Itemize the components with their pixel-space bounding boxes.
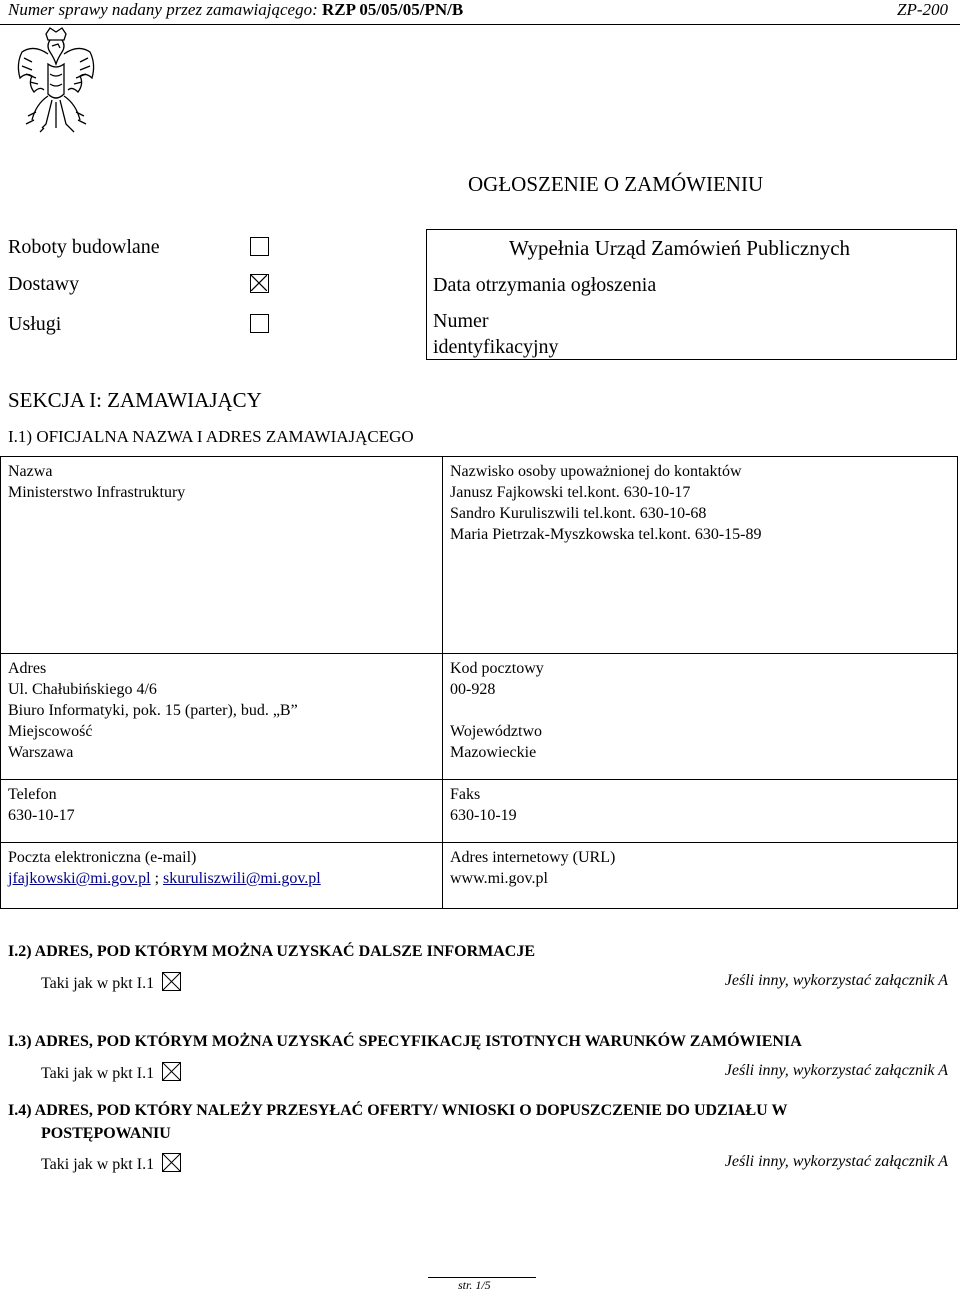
id-number-label-line2: identyfikacyjny bbox=[433, 336, 559, 358]
contracting-authority-table bbox=[0, 456, 958, 909]
name-label: Nazwa bbox=[8, 463, 53, 480]
same-as-i1-checkbox[interactable] bbox=[162, 972, 181, 991]
other-address-note: Jeśli inny, wykorzystać załącznik A bbox=[724, 972, 948, 989]
city-value: Warszawa bbox=[8, 744, 74, 761]
url-cell bbox=[443, 843, 958, 909]
phone-value: 630-10-17 bbox=[8, 807, 75, 824]
identification-number-label bbox=[433, 308, 559, 360]
contact-persons-cell bbox=[443, 457, 958, 654]
polish-eagle-emblem-icon bbox=[12, 24, 100, 134]
section-i4-title-line2: POSTĘPOWANIU bbox=[41, 1125, 171, 1142]
name-cell bbox=[1, 457, 443, 654]
other-address-note: Jeśli inny, wykorzystać załącznik A bbox=[724, 1062, 948, 1079]
page-number: str. 1/5 bbox=[458, 1278, 491, 1292]
checkbox-cross-icon bbox=[251, 275, 267, 291]
address-cell bbox=[1, 654, 443, 780]
form-code: ZP-200 bbox=[897, 0, 948, 19]
postal-code-value: 00-928 bbox=[450, 681, 496, 698]
contact-persons-label: Nazwisko osoby upoważnionej do kontaktów bbox=[450, 463, 742, 480]
notice-title: OGŁOSZENIE O ZAMÓWIENIU bbox=[468, 172, 764, 196]
url-value: www.mi.gov.pl bbox=[450, 870, 548, 887]
other-address-note: Jeśli inny, wykorzystać załącznik A bbox=[724, 1153, 948, 1170]
fax-label: Faks bbox=[450, 786, 481, 803]
section-title: SEKCJA I: ZAMAWIAJĄCY bbox=[8, 388, 262, 412]
same-as-i1-label: Taki jak w pkt I.1 bbox=[41, 1065, 155, 1082]
phone-label: Telefon bbox=[8, 786, 57, 803]
uzp-box-title: Wypełnia Urząd Zamówień Publicznych bbox=[509, 236, 851, 260]
contract-type-label-works: Roboty budowlane bbox=[8, 236, 160, 258]
address-label: Adres bbox=[8, 660, 47, 677]
province-label: Województwo bbox=[450, 723, 543, 740]
email-separator: ; bbox=[150, 870, 164, 887]
services-checkbox[interactable] bbox=[250, 314, 269, 333]
checkbox-cross-icon bbox=[163, 1063, 180, 1080]
same-as-i1-label: Taki jak w pkt I.1 bbox=[41, 975, 155, 992]
section-i3-title: I.3) ADRES, POD KTÓRYM MOŻNA UZYSKAĆ SPECYFIKACJĘ ISTOTNYCH WARUNKÓW ZAMÓWIENIA bbox=[8, 1033, 802, 1050]
receipt-date-label: Data otrzymania ogłoszenia bbox=[433, 274, 657, 296]
city-label: Miejscowość bbox=[8, 723, 93, 740]
contact-person: Sandro Kuruliszwili tel.kont. 630-10-68 bbox=[450, 505, 707, 522]
contact-person: Maria Pietrzak-Myszkowska tel.kont. 630-15-89 bbox=[450, 526, 762, 543]
checkbox-cross-icon bbox=[163, 1154, 180, 1171]
phone-cell bbox=[1, 780, 443, 843]
same-as-i1-option bbox=[41, 972, 181, 993]
supplies-checkbox[interactable] bbox=[250, 274, 269, 293]
same-as-i1-checkbox[interactable] bbox=[162, 1153, 181, 1172]
uzp-office-box bbox=[426, 229, 957, 360]
email-label: Poczta elektroniczna (e-mail) bbox=[8, 849, 197, 866]
case-number-value: RZP 05/05/05/PN/B bbox=[322, 0, 464, 19]
email-link[interactable]: jfajkowski@mi.gov.pl bbox=[8, 870, 151, 887]
postal-code-label: Kod pocztowy bbox=[450, 660, 544, 677]
name-value: Ministerstwo Infrastruktury bbox=[8, 484, 186, 501]
case-number-header bbox=[8, 0, 463, 20]
same-as-i1-checkbox[interactable] bbox=[162, 1062, 181, 1081]
address-office: Biuro Informatyki, pok. 15 (parter), bud. „B” bbox=[8, 702, 298, 719]
email-cell bbox=[1, 843, 443, 909]
fax-value: 630-10-19 bbox=[450, 807, 517, 824]
same-as-i1-option bbox=[41, 1062, 181, 1083]
url-label: Adres internetowy (URL) bbox=[450, 849, 616, 866]
contract-type-label-supplies: Dostawy bbox=[8, 273, 80, 295]
email-link[interactable]: skuruliszwili@mi.gov.pl bbox=[163, 870, 321, 887]
id-number-label-line1: Numer bbox=[433, 310, 489, 332]
section-i2-title: I.2) ADRES, POD KTÓRYM MOŻNA UZYSKAĆ DALSZE INFORMACJE bbox=[8, 943, 536, 960]
same-as-i1-option bbox=[41, 1153, 181, 1174]
section-i4-title: I.4) ADRES, POD KTÓRY NALEŻY PRZESYŁAĆ OFERTY/ WNIOSKI O DOPUSZCZENIE DO UDZIAŁU W bbox=[8, 1102, 788, 1119]
contract-type-label-services: Usługi bbox=[8, 313, 62, 335]
same-as-i1-label: Taki jak w pkt I.1 bbox=[41, 1156, 155, 1173]
address-street: Ul. Chałubińskiego 4/6 bbox=[8, 681, 157, 698]
contact-person: Janusz Fajkowski tel.kont. 630-10-17 bbox=[450, 484, 691, 501]
postal-cell bbox=[443, 654, 958, 780]
province-value: Mazowieckie bbox=[450, 744, 537, 761]
fax-cell bbox=[443, 780, 958, 843]
checkbox-cross-icon bbox=[163, 973, 180, 990]
works-checkbox[interactable] bbox=[250, 237, 269, 256]
case-number-label: Numer sprawy nadany przez zamawiającego: bbox=[8, 0, 318, 19]
header-divider bbox=[0, 24, 960, 25]
subsection-title: I.1) OFICJALNA NAZWA I ADRES ZAMAWIAJĄCEGO bbox=[8, 427, 414, 446]
